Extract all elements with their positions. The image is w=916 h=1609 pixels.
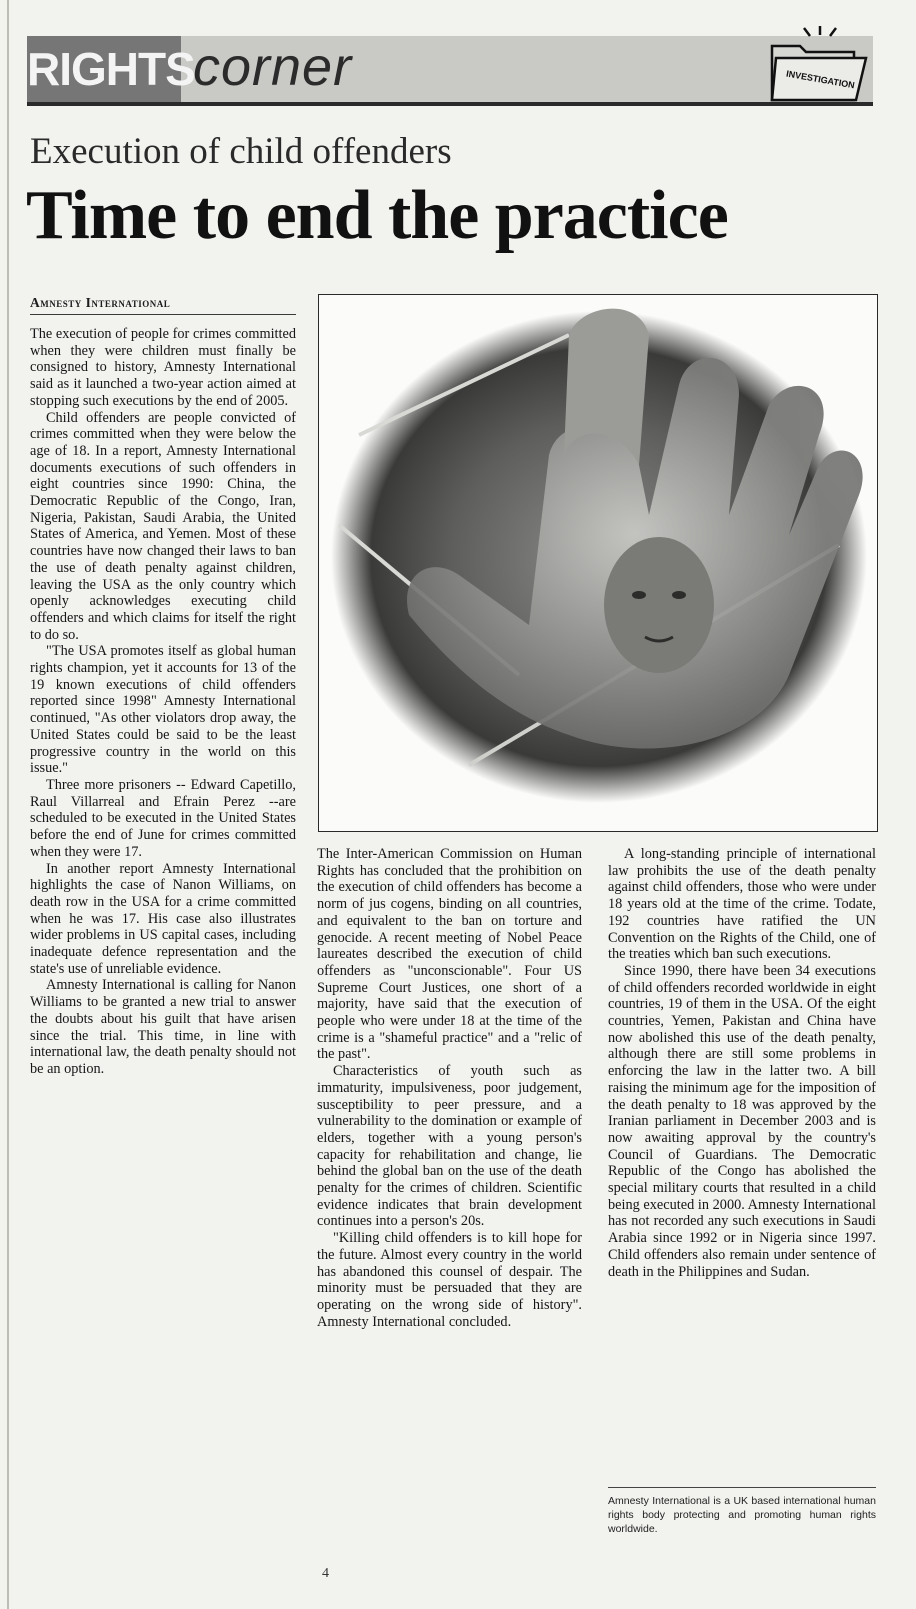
page-title: Time to end the practice bbox=[26, 177, 728, 254]
byline: Amnesty International bbox=[30, 295, 171, 310]
footnote: Amnesty International is a UK based international human rights body protecting and promoting human rights worldwide. bbox=[608, 1495, 876, 1535]
investigation-folder-icon bbox=[762, 24, 872, 104]
article-paragraph: The execution of people for crimes committed when they were children must finally be consigned to history, Amnesty International said as it launched a two-year action aimed at stopping such executions by the end of 2005. bbox=[30, 326, 296, 409]
article-paragraph: In another report Amnesty International highlights the case of Nanon Williams, on death row in the USA for a crime committed when he was 17. His case also illustrates wider problems in US capital cases, including inadequate defence representation and the state's use of unreliable evidence. bbox=[30, 860, 296, 977]
article-paragraph: Since 1990, there have been 34 executions of child offenders recorded worldwide in eight countries, 19 of them in the USA. Of the eight countries, Yemen, Pakistan and China have now abolished this use of the death penalty, although there are still some problems in enforcing the law in the latter two. A bill raising the minimum age for the imposition of the death penalty to 18 was approved by the Iranian parliament in December 2003 and is now awaiting approval by the country's Council of Guardians. The Democratic Republic of the Congo has abolished the special military courts that resulted in a child being executed in 2000. Amnesty International has not recorded any such executions in Saudi Arabia since 1992 or in Nigeria since 1997. Child offenders also remain under sentence of death in the Philippines and Sudan. bbox=[608, 962, 876, 1280]
child-face bbox=[604, 537, 714, 673]
banner-rights-label: RIGHTS bbox=[27, 36, 181, 102]
photo-hand-and-child-illustration bbox=[319, 295, 877, 831]
section-banner bbox=[27, 36, 873, 106]
kicker-subhead: Execution of child offenders bbox=[30, 131, 452, 172]
byline-rule bbox=[30, 314, 296, 315]
banner-corner-label: corner bbox=[193, 37, 353, 97]
child-eye bbox=[632, 591, 646, 599]
article-paragraph: Characteristics of youth such as immaturity, impulsiveness, poor judgement, susceptibility to peer pressure, and a vulnerability to the domination or example of elders, together with a young person's capacity for rehabilitation and change, lie behind the global ban on the use of the death penalty for the crimes of children. Scientific evidence indicates that brain development continues into a person's 20s. bbox=[317, 1063, 582, 1230]
article-column-2 bbox=[317, 846, 582, 1330]
child-eye bbox=[672, 591, 686, 599]
page-gutter-rule bbox=[7, 0, 9, 1609]
article-paragraph: The Inter-American Commission on Human Rights has concluded that the prohibition on the execution of child offenders has become a norm of jus cogens, binding on all countries, and equivalent to the ban on torture and genocide. A recent meeting of Nobel Peace laureates described the execution of child offenders as "unconscionable". Four US Supreme Court Justices, one short of a majority, have said that the execution of people who were under 18 at the time of the crime is a "shameful practice" and a "relic of the past". bbox=[317, 846, 582, 1063]
footnote-rule bbox=[608, 1487, 876, 1488]
banner-underline bbox=[27, 102, 873, 106]
article-column-3 bbox=[608, 846, 876, 1280]
badge-text: INVESTIGATION bbox=[785, 68, 856, 91]
article-photo bbox=[318, 294, 878, 832]
article-paragraph: Amnesty International is calling for Nanon Williams to be granted a new trial to answer the doubts about his guilt that have arisen since the trial. This time, in line with international law, the death penalty should not be an option. bbox=[30, 977, 296, 1077]
page-number: 4 bbox=[322, 1566, 329, 1581]
article-paragraph: Child offenders are people convicted of crimes committed when they were below the age of 18. In a report, Amnesty International documents executions of such offenders in eight countries since 1990: China, the Democratic Republic of the Congo, Iran, Nigeria, Pakistan, Saudi Arabia, the United States of America, and Yemen. Most of these countries have now changed their laws to ban the use of death penalty against children, leaving the USA as the only country which openly acknowledges executing child offenders and which claims for itself the right to do so. bbox=[30, 409, 296, 643]
article-paragraph: Three more prisoners -- Edward Capetillo, Raul Villarreal and Efrain Perez --are scheduled to be executed in the United States before the end of June for crimes committed when they were 17. bbox=[30, 776, 296, 860]
article-paragraph: "Killing child offenders is to kill hope for the future. Almost every country in the world has abandoned this counsel of despair. The minority must be persuaded that they are operating on the wrong side of history". Amnesty International concluded. bbox=[317, 1230, 582, 1330]
article-paragraph: A long-standing principle of international law prohibits the use of the death penalty against child offenders, those who were under 18 years old at the time of the crime. Todate, 192 countries have ratified the UN Convention on the Rights of the Child, one of the treaties which ban such executions. bbox=[608, 846, 876, 963]
article-column-1 bbox=[30, 326, 296, 1078]
article-paragraph: "The USA promotes itself as global human rights champion, yet it accounts for 13 of the 19 known executions of child offenders reported since 1998" Amnesty International continued, "As other violators drop away, the United States could be said to be the least progressive country in the world on this issue." bbox=[30, 643, 296, 777]
